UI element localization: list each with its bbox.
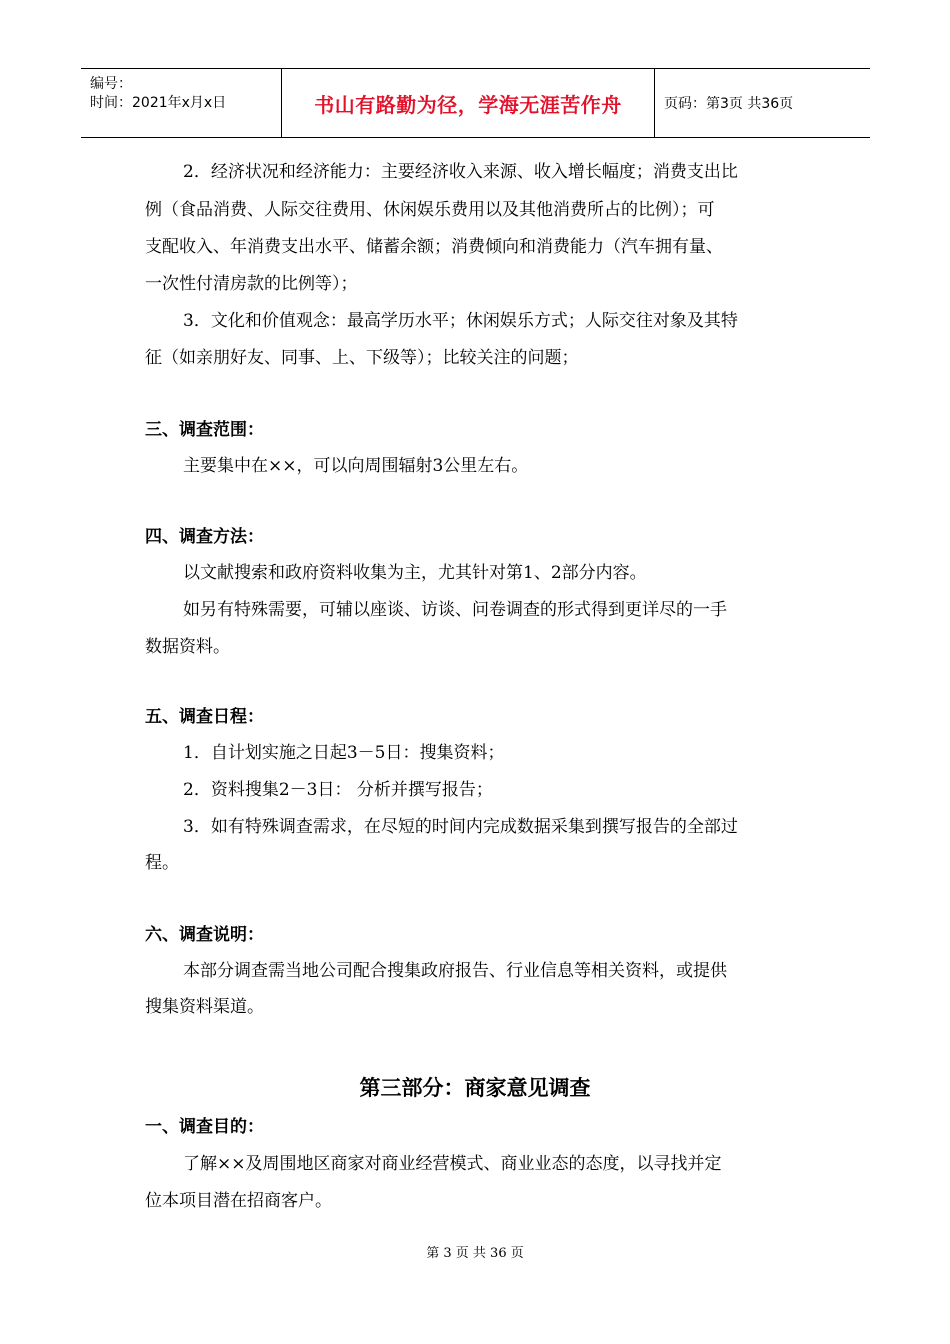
notes-text: 搜集资料渠道。 xyxy=(145,997,264,1017)
paragraph-line: 一次性付清房款的比例等）； xyxy=(145,274,358,294)
paragraph-line: 征（如亲朋好友、同事、上、下级等）；比较关注的问题； xyxy=(145,348,579,368)
method-text: 以文献搜索和政府资料收集为主，尤其针对第1、2部分内容。 xyxy=(183,563,647,583)
section-heading-schedule: 五、调查日程： xyxy=(145,707,264,727)
page-header xyxy=(81,68,870,138)
header-motto-cell xyxy=(281,69,655,137)
method-text: 数据资料。 xyxy=(145,637,230,657)
page-number-label: 页码：第3页 共36页 xyxy=(664,96,794,112)
section-heading-purpose: 一、调查目的： xyxy=(145,1117,264,1137)
schedule-item: 2．资料搜集2－3日： 分析并撰写报告； xyxy=(183,780,493,800)
paragraph-line: 3．文化和价值观念：最高学历水平；休闲娱乐方式；人际交往对象及其特 xyxy=(183,311,738,331)
section-heading-notes: 六、调查说明： xyxy=(145,925,264,945)
paragraph-line: 例（食品消费、人际交往费用、休闲娱乐费用以及其他消费所占的比例）；可 xyxy=(145,200,715,220)
motto: 书山有路勤为径，学海无涯苦作舟 xyxy=(314,92,622,117)
page-footer: 第 3 页 共 36 页 xyxy=(426,1246,524,1261)
schedule-item: 1．自计划实施之日起3－5日：搜集资料； xyxy=(183,743,505,763)
schedule-item: 程。 xyxy=(145,853,179,873)
number-label: 编号： xyxy=(90,76,132,92)
paragraph-line: 2．经济状况和经济能力：主要经济收入来源、收入增长幅度；消费支出比 xyxy=(183,162,738,182)
part-title: 第三部分：商家意见调查 xyxy=(359,1076,591,1100)
schedule-item: 3．如有特殊调查需求，在尽短的时间内完成数据采集到撰写报告的全部过 xyxy=(183,817,738,837)
purpose-text: 位本项目潜在招商客户。 xyxy=(145,1191,332,1211)
header-info-cell xyxy=(81,69,281,137)
section-heading-scope: 三、调查范围： xyxy=(145,420,264,440)
method-text: 如另有特殊需要，可辅以座谈、访谈、问卷调查的形式得到更详尽的一手 xyxy=(183,600,727,620)
purpose-text: 了解××及周围地区商家对商业经营模式、商业业态的态度，以寻找并定 xyxy=(183,1154,722,1174)
time-label: 时间：2021年x月x日 xyxy=(90,95,227,111)
notes-text: 本部分调查需当地公司配合搜集政府报告、行业信息等相关资料，或提供 xyxy=(183,961,727,981)
section-heading-method: 四、调查方法： xyxy=(145,527,264,547)
scope-text: 主要集中在××，可以向周围辐射3公里左右。 xyxy=(183,456,529,476)
paragraph-line: 支配收入、年消费支出水平、储蓄余额；消费倾向和消费能力（汽车拥有量、 xyxy=(145,237,723,257)
